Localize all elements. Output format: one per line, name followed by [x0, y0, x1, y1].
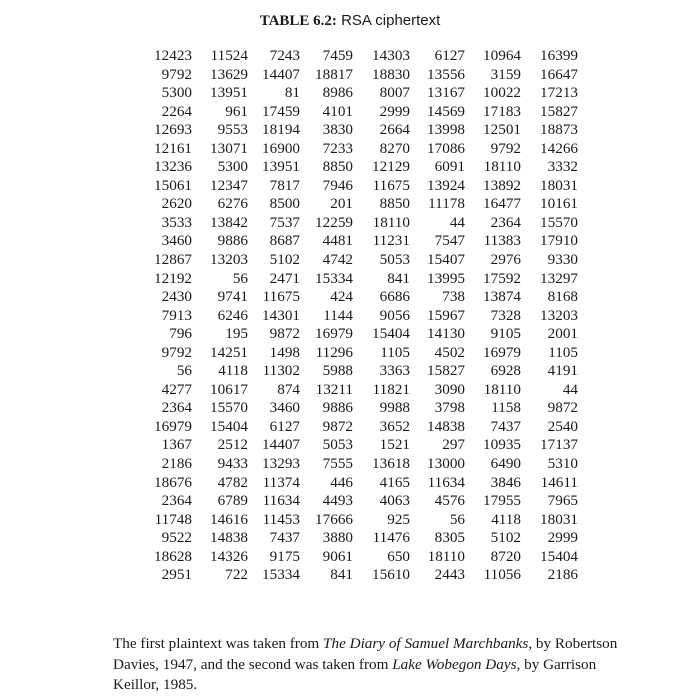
ciphertext-cell: 13297 — [540, 269, 578, 287]
ciphertext-cell: 5053 — [322, 436, 353, 454]
table-row — [140, 492, 578, 511]
ciphertext-cell: 13629 — [210, 65, 248, 83]
table-row — [140, 548, 578, 567]
ciphertext-cell: 7437 — [269, 529, 300, 547]
table-row — [140, 344, 578, 363]
ciphertext-cell: 7437 — [490, 417, 521, 435]
ciphertext-cell: 7965 — [547, 492, 578, 510]
ciphertext-cell: 4481 — [322, 232, 353, 250]
ciphertext-cell: 13071 — [210, 139, 248, 157]
table-row — [140, 195, 578, 214]
ciphertext-cell: 10617 — [210, 380, 248, 398]
table-caption — [0, 11, 700, 31]
ciphertext-cell: 18110 — [483, 158, 521, 176]
ciphertext-cell: 4101 — [322, 102, 353, 120]
ciphertext-cell: 9792 — [161, 65, 192, 83]
ciphertext-cell: 9792 — [161, 343, 192, 361]
ciphertext-cell: 11374 — [262, 473, 300, 491]
table-row — [140, 436, 578, 455]
ciphertext-cell: 6928 — [490, 362, 521, 380]
ciphertext-cell: 11296 — [315, 343, 353, 361]
table-row — [140, 270, 578, 289]
ciphertext-cell: 14326 — [210, 547, 248, 565]
ciphertext-cell: 7547 — [434, 232, 465, 250]
ciphertext-cell: 44 — [562, 380, 578, 398]
ciphertext-cell: 13203 — [540, 306, 578, 324]
ciphertext-cell: 2186 — [161, 455, 192, 473]
ciphertext-cell: 16979 — [315, 325, 353, 343]
ciphertext-cell: 13842 — [210, 213, 248, 231]
ciphertext-cell: 446 — [330, 473, 353, 491]
ciphertext-cell: 3798 — [434, 399, 465, 417]
ciphertext-cell: 3363 — [379, 362, 410, 380]
ciphertext-cell: 9105 — [490, 325, 521, 343]
ciphertext-cell: 2264 — [161, 102, 192, 120]
ciphertext-cell: 4118 — [491, 510, 521, 528]
table-row — [140, 288, 578, 307]
ciphertext-cell: 18873 — [540, 121, 578, 139]
ciphertext-cell: 5102 — [490, 529, 521, 547]
ciphertext-cell: 424 — [330, 288, 353, 306]
ciphertext-cell: 15407 — [427, 251, 465, 269]
ciphertext-cell: 1105 — [548, 343, 578, 361]
table-row — [140, 566, 578, 585]
ciphertext-cell: 6490 — [490, 455, 521, 473]
ciphertext-cell: 1158 — [491, 399, 521, 417]
table-caption-title: RSA ciphertext — [336, 12, 441, 29]
ciphertext-cell: 16399 — [540, 47, 578, 64]
ciphertext-cell: 16477 — [483, 195, 521, 213]
ciphertext-cell: 18830 — [372, 65, 410, 83]
ciphertext-cell: 14569 — [427, 102, 465, 120]
ciphertext-cell: 2364 — [161, 399, 192, 417]
ciphertext-cell: 13236 — [154, 158, 192, 176]
ciphertext-cell: 16647 — [540, 65, 578, 83]
ciphertext-table — [140, 47, 578, 585]
ciphertext-cell: 6127 — [434, 47, 465, 64]
table-row — [140, 140, 578, 159]
ciphertext-cell: 5300 — [217, 158, 248, 176]
ciphertext-cell: 18194 — [262, 121, 300, 139]
source-note-book-1: The Diary of Samuel Marchbanks — [323, 635, 529, 652]
ciphertext-cell: 2951 — [161, 566, 192, 584]
ciphertext-cell: 13167 — [427, 84, 465, 102]
ciphertext-cell: 9872 — [547, 399, 578, 417]
ciphertext-cell: 4191 — [547, 362, 578, 380]
ciphertext-cell: 14303 — [372, 47, 410, 64]
table-row — [140, 47, 578, 66]
ciphertext-cell: 18676 — [154, 473, 192, 491]
ciphertext-cell: 13874 — [483, 288, 521, 306]
ciphertext-cell: 12693 — [154, 121, 192, 139]
ciphertext-cell: 297 — [442, 436, 465, 454]
ciphertext-cell: 17910 — [540, 232, 578, 250]
ciphertext-cell: 8687 — [269, 232, 300, 250]
ciphertext-cell: 13556 — [427, 65, 465, 83]
ciphertext-cell: 3460 — [161, 232, 192, 250]
ciphertext-cell: 4165 — [379, 473, 410, 491]
ciphertext-cell: 13998 — [427, 121, 465, 139]
ciphertext-cell: 9988 — [379, 399, 410, 417]
ciphertext-cell: 650 — [387, 547, 410, 565]
table-row — [140, 418, 578, 437]
ciphertext-cell: 13293 — [262, 455, 300, 473]
ciphertext-cell: 11524 — [210, 47, 248, 64]
ciphertext-cell: 10022 — [483, 84, 521, 102]
ciphertext-cell: 10964 — [483, 47, 521, 64]
ciphertext-cell: 14616 — [210, 510, 248, 528]
ciphertext-cell: 2999 — [547, 529, 578, 547]
ciphertext-cell: 17137 — [540, 436, 578, 454]
ciphertext-cell: 11056 — [483, 566, 521, 584]
ciphertext-cell: 722 — [225, 566, 248, 584]
ciphertext-cell: 2443 — [434, 566, 465, 584]
ciphertext-cell: 9433 — [217, 455, 248, 473]
ciphertext-cell: 9553 — [217, 121, 248, 139]
ciphertext-cell: 8168 — [547, 288, 578, 306]
ciphertext-cell: 4782 — [217, 473, 248, 491]
ciphertext-cell: 56 — [232, 269, 248, 287]
ciphertext-cell: 15827 — [427, 362, 465, 380]
ciphertext-cell: 9061 — [322, 547, 353, 565]
ciphertext-cell: 1144 — [323, 306, 353, 324]
ciphertext-cell: 14301 — [262, 306, 300, 324]
ciphertext-cell: 9872 — [269, 325, 300, 343]
ciphertext-cell: 13924 — [427, 176, 465, 194]
table-row — [140, 103, 578, 122]
ciphertext-cell: 6789 — [217, 492, 248, 510]
ciphertext-cell: 7459 — [322, 47, 353, 64]
ciphertext-cell: 2512 — [217, 436, 248, 454]
ciphertext-cell: 5988 — [322, 362, 353, 380]
ciphertext-cell: 6276 — [217, 195, 248, 213]
ciphertext-cell: 13618 — [372, 455, 410, 473]
ciphertext-cell: 12501 — [483, 121, 521, 139]
ciphertext-cell: 7537 — [269, 213, 300, 231]
ciphertext-cell: 8305 — [434, 529, 465, 547]
ciphertext-cell: 15334 — [315, 269, 353, 287]
table-row — [140, 511, 578, 530]
ciphertext-cell: 17183 — [483, 102, 521, 120]
ciphertext-cell: 738 — [442, 288, 465, 306]
ciphertext-cell: 11178 — [428, 195, 465, 213]
ciphertext-cell: 44 — [449, 213, 465, 231]
ciphertext-cell: 14838 — [427, 417, 465, 435]
ciphertext-cell: 18110 — [483, 380, 521, 398]
ciphertext-cell: 5053 — [379, 251, 410, 269]
ciphertext-cell: 12259 — [315, 213, 353, 231]
ciphertext-cell: 18110 — [427, 547, 465, 565]
ciphertext-cell: 15404 — [540, 547, 578, 565]
ciphertext-cell: 9886 — [217, 232, 248, 250]
ciphertext-cell: 195 — [225, 325, 248, 343]
ciphertext-cell: 8850 — [322, 158, 353, 176]
ciphertext-cell: 18817 — [315, 65, 353, 83]
ciphertext-cell: 11634 — [427, 473, 465, 491]
ciphertext-cell: 13951 — [262, 158, 300, 176]
source-note — [113, 634, 633, 696]
source-note-text-3: , by Garrison Keillor, 1985. — [113, 655, 597, 693]
table-row — [140, 177, 578, 196]
source-note-text-1: The first plaintext was taken from — [113, 635, 324, 652]
ciphertext-cell: 3880 — [322, 529, 353, 547]
ciphertext-cell: 3460 — [269, 399, 300, 417]
ciphertext-cell: 11302 — [262, 362, 300, 380]
table-row — [140, 307, 578, 326]
ciphertext-cell: 17592 — [483, 269, 521, 287]
ciphertext-cell: 5102 — [269, 251, 300, 269]
ciphertext-cell: 3159 — [490, 65, 521, 83]
ciphertext-cell: 7328 — [490, 306, 521, 324]
ciphertext-cell: 15570 — [210, 399, 248, 417]
table-row — [140, 362, 578, 381]
ciphertext-cell: 16979 — [483, 343, 521, 361]
ciphertext-cell: 1105 — [380, 343, 410, 361]
ciphertext-cell: 8986 — [322, 84, 353, 102]
ciphertext-cell: 2664 — [379, 121, 410, 139]
ciphertext-cell: 8007 — [379, 84, 410, 102]
ciphertext-cell: 13000 — [427, 455, 465, 473]
table-row — [140, 158, 578, 177]
ciphertext-table-body — [140, 47, 578, 585]
ciphertext-cell: 8850 — [379, 195, 410, 213]
ciphertext-cell: 13892 — [483, 176, 521, 194]
table-row — [140, 214, 578, 233]
ciphertext-cell: 9872 — [322, 417, 353, 435]
ciphertext-cell: 9741 — [217, 288, 248, 306]
ciphertext-cell: 3533 — [161, 213, 192, 231]
ciphertext-cell: 6127 — [269, 417, 300, 435]
ciphertext-cell: 17955 — [483, 492, 521, 510]
ciphertext-cell: 8720 — [490, 547, 521, 565]
ciphertext-cell: 3846 — [490, 473, 521, 491]
ciphertext-cell: 18110 — [372, 213, 410, 231]
ciphertext-cell: 18031 — [540, 176, 578, 194]
ciphertext-cell: 12347 — [210, 176, 248, 194]
ciphertext-cell: 15061 — [154, 176, 192, 194]
ciphertext-cell: 4502 — [434, 343, 465, 361]
ciphertext-cell: 18628 — [154, 547, 192, 565]
ciphertext-cell: 15570 — [540, 213, 578, 231]
ciphertext-cell: 3332 — [547, 158, 578, 176]
ciphertext-cell: 5310 — [547, 455, 578, 473]
ciphertext-cell: 11675 — [372, 176, 410, 194]
table-row — [140, 381, 578, 400]
ciphertext-cell: 9175 — [269, 547, 300, 565]
ciphertext-cell: 874 — [277, 380, 300, 398]
ciphertext-cell: 3830 — [322, 121, 353, 139]
ciphertext-cell: 201 — [330, 195, 353, 213]
ciphertext-cell: 2540 — [547, 417, 578, 435]
ciphertext-cell: 7243 — [269, 47, 300, 64]
ciphertext-cell: 12192 — [154, 269, 192, 287]
table-row — [140, 121, 578, 140]
ciphertext-cell: 796 — [169, 325, 192, 343]
ciphertext-cell: 12423 — [154, 47, 192, 64]
ciphertext-cell: 7913 — [161, 306, 192, 324]
ciphertext-cell: 9792 — [490, 139, 521, 157]
table-caption-label: TABLE 6.2: — [259, 13, 337, 29]
ciphertext-cell: 14407 — [262, 65, 300, 83]
ciphertext-cell: 4493 — [322, 492, 353, 510]
ciphertext-cell: 14251 — [210, 343, 248, 361]
ciphertext-cell: 4118 — [218, 362, 248, 380]
ciphertext-cell: 1521 — [379, 436, 410, 454]
ciphertext-cell: 7946 — [322, 176, 353, 194]
ciphertext-cell: 6686 — [379, 288, 410, 306]
ciphertext-cell: 1367 — [161, 436, 192, 454]
ciphertext-cell: 14838 — [210, 529, 248, 547]
ciphertext-cell: 11748 — [154, 510, 192, 528]
ciphertext-cell: 9056 — [379, 306, 410, 324]
ciphertext-cell: 4063 — [379, 492, 410, 510]
ciphertext-cell: 7555 — [322, 455, 353, 473]
ciphertext-cell: 14266 — [540, 139, 578, 157]
ciphertext-cell: 8500 — [269, 195, 300, 213]
ciphertext-cell: 6246 — [217, 306, 248, 324]
table-row — [140, 529, 578, 548]
ciphertext-cell: 2471 — [269, 269, 300, 287]
ciphertext-cell: 11231 — [372, 232, 410, 250]
ciphertext-cell: 5300 — [161, 84, 192, 102]
ciphertext-cell: 10935 — [483, 436, 521, 454]
ciphertext-cell: 841 — [387, 269, 410, 287]
ciphertext-cell: 2001 — [547, 325, 578, 343]
ciphertext-cell: 6091 — [434, 158, 465, 176]
ciphertext-cell: 14130 — [427, 325, 465, 343]
ciphertext-cell: 17086 — [427, 139, 465, 157]
ciphertext-cell: 11476 — [372, 529, 410, 547]
ciphertext-cell: 15827 — [540, 102, 578, 120]
ciphertext-cell: 13211 — [315, 380, 353, 398]
ciphertext-cell: 16979 — [154, 417, 192, 435]
table-row — [140, 84, 578, 103]
table-row — [140, 474, 578, 493]
ciphertext-cell: 4277 — [161, 380, 192, 398]
ciphertext-cell: 15334 — [262, 566, 300, 584]
ciphertext-cell: 2430 — [161, 288, 192, 306]
ciphertext-cell: 2364 — [490, 213, 521, 231]
table-row — [140, 66, 578, 85]
ciphertext-cell: 17666 — [315, 510, 353, 528]
source-note-text-2: , by Robertson Davies, 1947, and the second was taken from — [113, 635, 618, 673]
ciphertext-cell: 11675 — [262, 288, 300, 306]
ciphertext-cell: 11383 — [483, 232, 521, 250]
ciphertext-cell: 13995 — [427, 269, 465, 287]
ciphertext-cell: 2186 — [547, 566, 578, 584]
ciphertext-cell: 13203 — [210, 251, 248, 269]
ciphertext-cell: 3652 — [379, 417, 410, 435]
ciphertext-cell: 2364 — [161, 492, 192, 510]
ciphertext-cell: 2976 — [490, 251, 521, 269]
ciphertext-cell: 56 — [449, 510, 465, 528]
ciphertext-cell: 2620 — [161, 195, 192, 213]
ciphertext-cell: 15610 — [372, 566, 410, 584]
ciphertext-cell: 4576 — [434, 492, 465, 510]
ciphertext-cell: 961 — [225, 102, 248, 120]
ciphertext-cell: 17459 — [262, 102, 300, 120]
ciphertext-cell: 7233 — [322, 139, 353, 157]
ciphertext-cell: 14407 — [262, 436, 300, 454]
ciphertext-cell: 9330 — [547, 251, 578, 269]
ciphertext-cell: 15404 — [210, 417, 248, 435]
source-note-book-2: Lake Wobegon Days — [392, 655, 517, 673]
ciphertext-cell: 56 — [176, 362, 192, 380]
ciphertext-cell: 16900 — [262, 139, 300, 157]
ciphertext-cell: 8270 — [379, 139, 410, 157]
ciphertext-cell: 81 — [284, 84, 300, 102]
ciphertext-cell: 1498 — [269, 343, 300, 361]
ciphertext-cell: 17213 — [540, 84, 578, 102]
ciphertext-cell: 3090 — [434, 380, 465, 398]
ciphertext-cell: 9886 — [322, 399, 353, 417]
ciphertext-cell: 13951 — [210, 84, 248, 102]
table-row — [140, 399, 578, 418]
ciphertext-cell: 7817 — [269, 176, 300, 194]
ciphertext-cell: 925 — [387, 510, 410, 528]
table-row — [140, 325, 578, 344]
table-row — [140, 455, 578, 474]
ciphertext-cell: 12129 — [372, 158, 410, 176]
ciphertext-cell: 12161 — [154, 139, 192, 157]
ciphertext-cell: 15404 — [372, 325, 410, 343]
ciphertext-cell: 841 — [330, 566, 353, 584]
ciphertext-cell: 12867 — [154, 251, 192, 269]
ciphertext-cell: 9522 — [161, 529, 192, 547]
ciphertext-cell: 18031 — [540, 510, 578, 528]
table-row — [140, 232, 578, 251]
ciphertext-cell: 11821 — [372, 380, 410, 398]
ciphertext-cell: 15967 — [427, 306, 465, 324]
ciphertext-cell: 4742 — [322, 251, 353, 269]
ciphertext-cell: 2999 — [379, 102, 410, 120]
ciphertext-cell: 14611 — [540, 473, 578, 491]
ciphertext-cell: 11634 — [262, 492, 300, 510]
ciphertext-cell: 10161 — [540, 195, 578, 213]
table-row — [140, 251, 578, 270]
ciphertext-cell: 11453 — [262, 510, 300, 528]
